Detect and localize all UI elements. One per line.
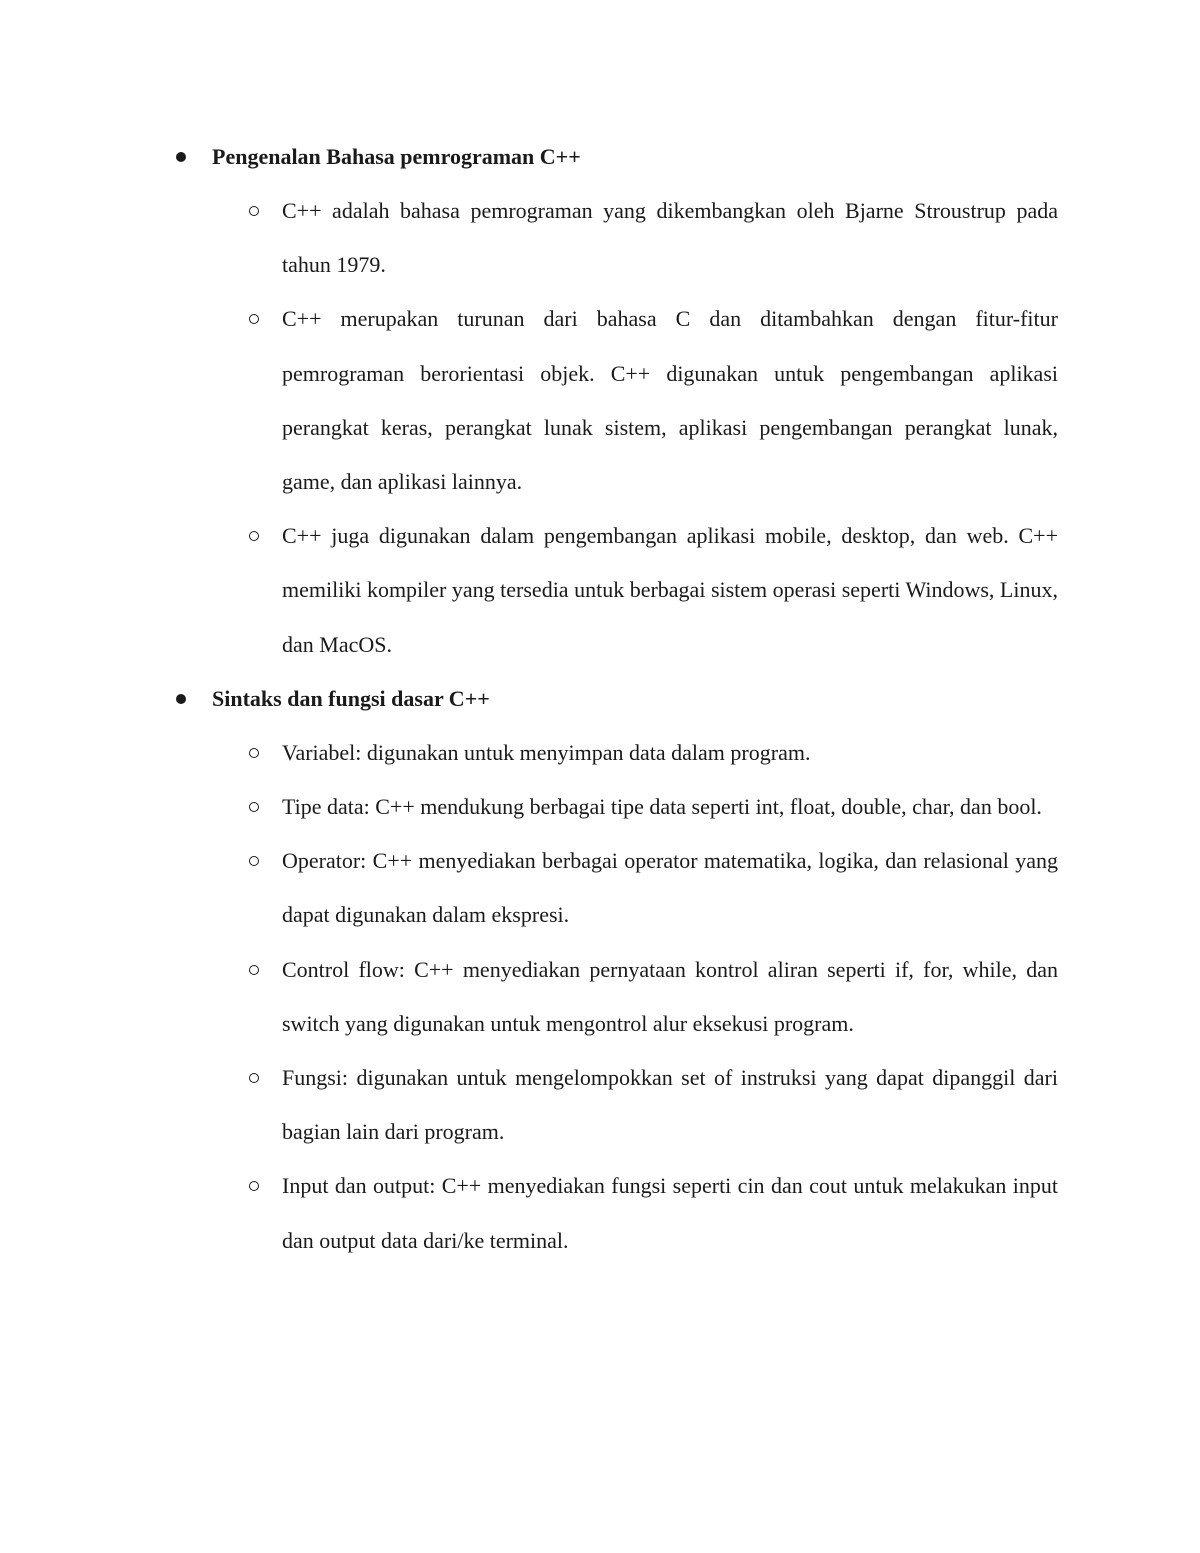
list-item bbox=[174, 834, 1058, 942]
circle-bullet-icon bbox=[249, 802, 259, 812]
list-item-text: Input dan output: C++ menyediakan fungsi seperti cin dan cout untuk melakukan input dan output data dari/ke terminal. bbox=[282, 1173, 1058, 1253]
list-item-text: Variabel: digunakan untuk menyimpan data dalam program. bbox=[282, 739, 811, 765]
circle-bullet-icon bbox=[249, 1073, 259, 1083]
sub-list bbox=[174, 184, 1058, 672]
document-body bbox=[174, 130, 1058, 1268]
section-sintaks bbox=[174, 672, 1058, 1268]
circle-bullet-icon bbox=[249, 965, 259, 975]
section-heading-text: Sintaks dan fungsi dasar C++ bbox=[212, 685, 490, 711]
list-item bbox=[174, 780, 1058, 834]
section-pengenalan bbox=[174, 130, 1058, 672]
list-item-text: Operator: C++ menyediakan berbagai operator matematika, logika, dan relasional yang dapat digunakan dalam ekspresi. bbox=[282, 848, 1058, 928]
circle-bullet-icon bbox=[249, 206, 259, 216]
list-item bbox=[174, 1051, 1058, 1159]
list-item bbox=[174, 1159, 1058, 1267]
circle-bullet-icon bbox=[249, 1181, 259, 1191]
section-heading-text: Pengenalan Bahasa pemrograman C++ bbox=[212, 144, 581, 169]
list-item bbox=[174, 726, 1058, 780]
list-item bbox=[174, 292, 1058, 509]
bullet-dot-icon bbox=[176, 694, 186, 704]
list-item bbox=[174, 184, 1058, 292]
list-item-text: Tipe data: C++ mendukung berbagai tipe data seperti int, float, double, char, dan bool. bbox=[282, 794, 1042, 820]
list-item-text: Control flow: C++ menyediakan pernyataan kontrol aliran seperti if, for, while, dan switch yang digunakan untuk mengontrol alur eksekusi program. bbox=[282, 956, 1058, 1036]
circle-bullet-icon bbox=[249, 856, 259, 866]
circle-bullet-icon bbox=[249, 314, 259, 324]
section-heading bbox=[174, 130, 1058, 184]
list-item bbox=[174, 509, 1058, 672]
bullet-dot-icon bbox=[176, 152, 186, 162]
section-heading bbox=[174, 672, 1058, 726]
list-item-text: Fungsi: digunakan untuk mengelompokkan set of instruksi yang dapat dipanggil dari bagian lain dari program. bbox=[282, 1065, 1058, 1145]
list-item bbox=[174, 943, 1058, 1051]
list-item-text: C++ adalah bahasa pemrograman yang dikembangkan oleh Bjarne Stroustrup pada tahun 1979. bbox=[282, 198, 1058, 278]
circle-bullet-icon bbox=[249, 531, 259, 541]
list-item-text: C++ merupakan turunan dari bahasa C dan ditambahkan dengan fitur-fitur pemrograman berorientasi objek. C++ digunakan untuk pengembangan aplikasi perangkat keras, perangkat lunak sistem, aplikasi pengembangan perangkat lunak, game, dan aplikasi lainnya. bbox=[282, 306, 1058, 495]
circle-bullet-icon bbox=[249, 748, 259, 758]
list-item-text: C++ juga digunakan dalam pengembangan aplikasi mobile, desktop, dan web. C++ memiliki kompiler yang tersedia untuk berbagai sistem operasi seperti Windows, Linux, dan MacOS. bbox=[282, 523, 1058, 657]
sub-list bbox=[174, 726, 1058, 1268]
